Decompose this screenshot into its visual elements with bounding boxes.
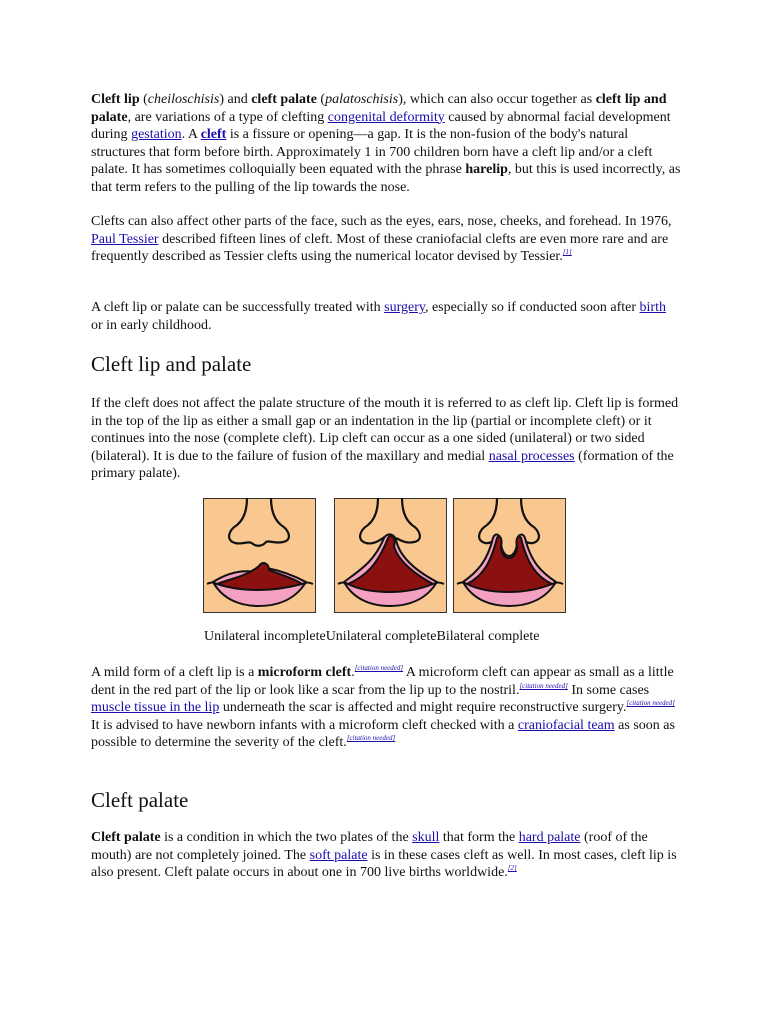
unilateral-incomplete-illustration <box>203 498 316 613</box>
link-muscle-tissue-in-the-lip[interactable]: muscle tissue in the lip <box>91 700 220 715</box>
link-craniofacial-team[interactable]: craniofacial team <box>517 717 615 733</box>
figure-captions <box>204 628 540 646</box>
paragraph-other-clefts: Clefts can also affect other parts of the face, such as the eyes, ears, nose, cheeks, and forehead. In 1976, Paul Tessier described fifteen lines of cleft. Most of these craniofacial clefts are even more rare and are frequently described as Tessier clefts using the numerical locator devised by Tessier.[1] <box>91 214 672 264</box>
heading-cleft-lip-and-palate: Cleft lip and palate <box>91 352 252 376</box>
link-paul-tessier[interactable]: Paul Tessier <box>91 231 159 247</box>
citation-needed-4[interactable]: [citation needed] <box>346 734 396 742</box>
unilateral-complete-illustration <box>334 498 447 613</box>
reference-1[interactable]: [1] <box>562 248 572 256</box>
caption-unilateral-complete: Unilateral complete <box>325 629 437 644</box>
citation-needed-1[interactable]: [citation needed] <box>354 664 404 672</box>
heading-cleft-palate: Cleft palate <box>91 788 189 812</box>
paragraph-cleft-lip: If the cleft does not affect the palate structure of the mouth it is referred to as cleft lip. Cleft lip is formed in the top of the lip as either a small gap or an indentation in the lip (partial or incomplete cleft) or it continues into the nose (complete cleft). Lip cleft can occur as a one sided (unilateral) or two sided (bilateral). It is due to the failure of fusion of the maxillary and medial nasal processes (formation of the primary palate). <box>91 396 679 481</box>
link-congenital-deformity[interactable]: congenital deformity <box>327 109 445 125</box>
paragraph-cleft-palate: Cleft palate is a condition in which the two plates of the skull that form the hard palate (roof of the mouth) are not completely joined. The soft palate is in these cases cleft as well. In most cases, cleft lip is also present. Cleft palate occurs in about one in 700 live births worldwide.[2] <box>91 830 677 880</box>
term-cleft-lip: Cleft lip <box>91 92 140 107</box>
figure-unilateral-incomplete <box>203 498 316 613</box>
reference-2[interactable]: [2] <box>507 864 517 872</box>
term-cleft-palate-2: Cleft palate <box>91 830 161 845</box>
bilateral-complete-illustration <box>453 498 566 613</box>
link-birth[interactable]: birth <box>639 300 666 315</box>
cleft-figures <box>203 498 683 613</box>
figure-unilateral-complete <box>334 498 447 613</box>
term-palatoschisis: palatoschisis <box>325 92 399 107</box>
term-cheiloschisis: cheiloschisis <box>147 92 220 107</box>
caption-unilateral-incomplete: Unilateral incomplete <box>204 629 326 644</box>
caption-bilateral-complete: Bilateral complete <box>436 629 540 644</box>
term-cleft-lip-and-palate: cleft lip and palate <box>91 92 667 125</box>
link-skull[interactable]: skull <box>412 830 440 845</box>
link-surgery[interactable]: surgery <box>384 300 425 315</box>
paragraph-microform-cleft: A mild form of a cleft lip is a microform cleft.[citation needed] A microform cleft can appear as small as a little dent in the red part of the lip or look like a scar from the lip up to the nostril.[citation needed] In some cases muscle tissue in the lip underneath the scar is affected and might require reconstructive surgery.[citation needed] It is advised to have newborn infants with a microform cleft checked with a craniofacial team as soon as possible to determine the severity of the cleft.[citation needed] <box>91 664 675 750</box>
link-soft-palate[interactable]: soft palate <box>309 847 368 863</box>
intro-paragraph: Cleft lip (cheiloschisis) and cleft palate (palatoschisis), which can also occur together as cleft lip and palate, are variations of a type of clefting congenital deformity caused by abnormal facial development during gestation. A cleft is a fissure or opening—a gap. It is the non-fusion of the body's natural structures that form before birth. Approximately 1 in 700 children born have a cleft lip and/or a cleft palate. It has sometimes colloquially been equated with the phrase harelip, but this is used incorrectly, as that term refers to the pulling of the lip towards the nose. <box>91 92 681 195</box>
term-cleft-palate: cleft palate <box>251 92 317 107</box>
link-gestation[interactable]: gestation <box>131 127 182 142</box>
term-harelip: harelip <box>465 162 508 177</box>
citation-needed-3[interactable]: [citation needed] <box>626 699 675 707</box>
figure-bilateral-complete <box>453 498 566 613</box>
term-microform-cleft: microform cleft <box>257 665 352 680</box>
paragraph-treatment: A cleft lip or palate can be successfully treated with surgery, especially so if conducted soon after birth or in early childhood. <box>91 300 666 333</box>
citation-needed-2[interactable]: [citation needed] <box>519 681 568 690</box>
link-nasal-processes[interactable]: nasal processes <box>488 448 575 464</box>
link-cleft[interactable]: cleft <box>200 127 227 142</box>
link-hard-palate[interactable]: hard palate <box>518 830 581 845</box>
